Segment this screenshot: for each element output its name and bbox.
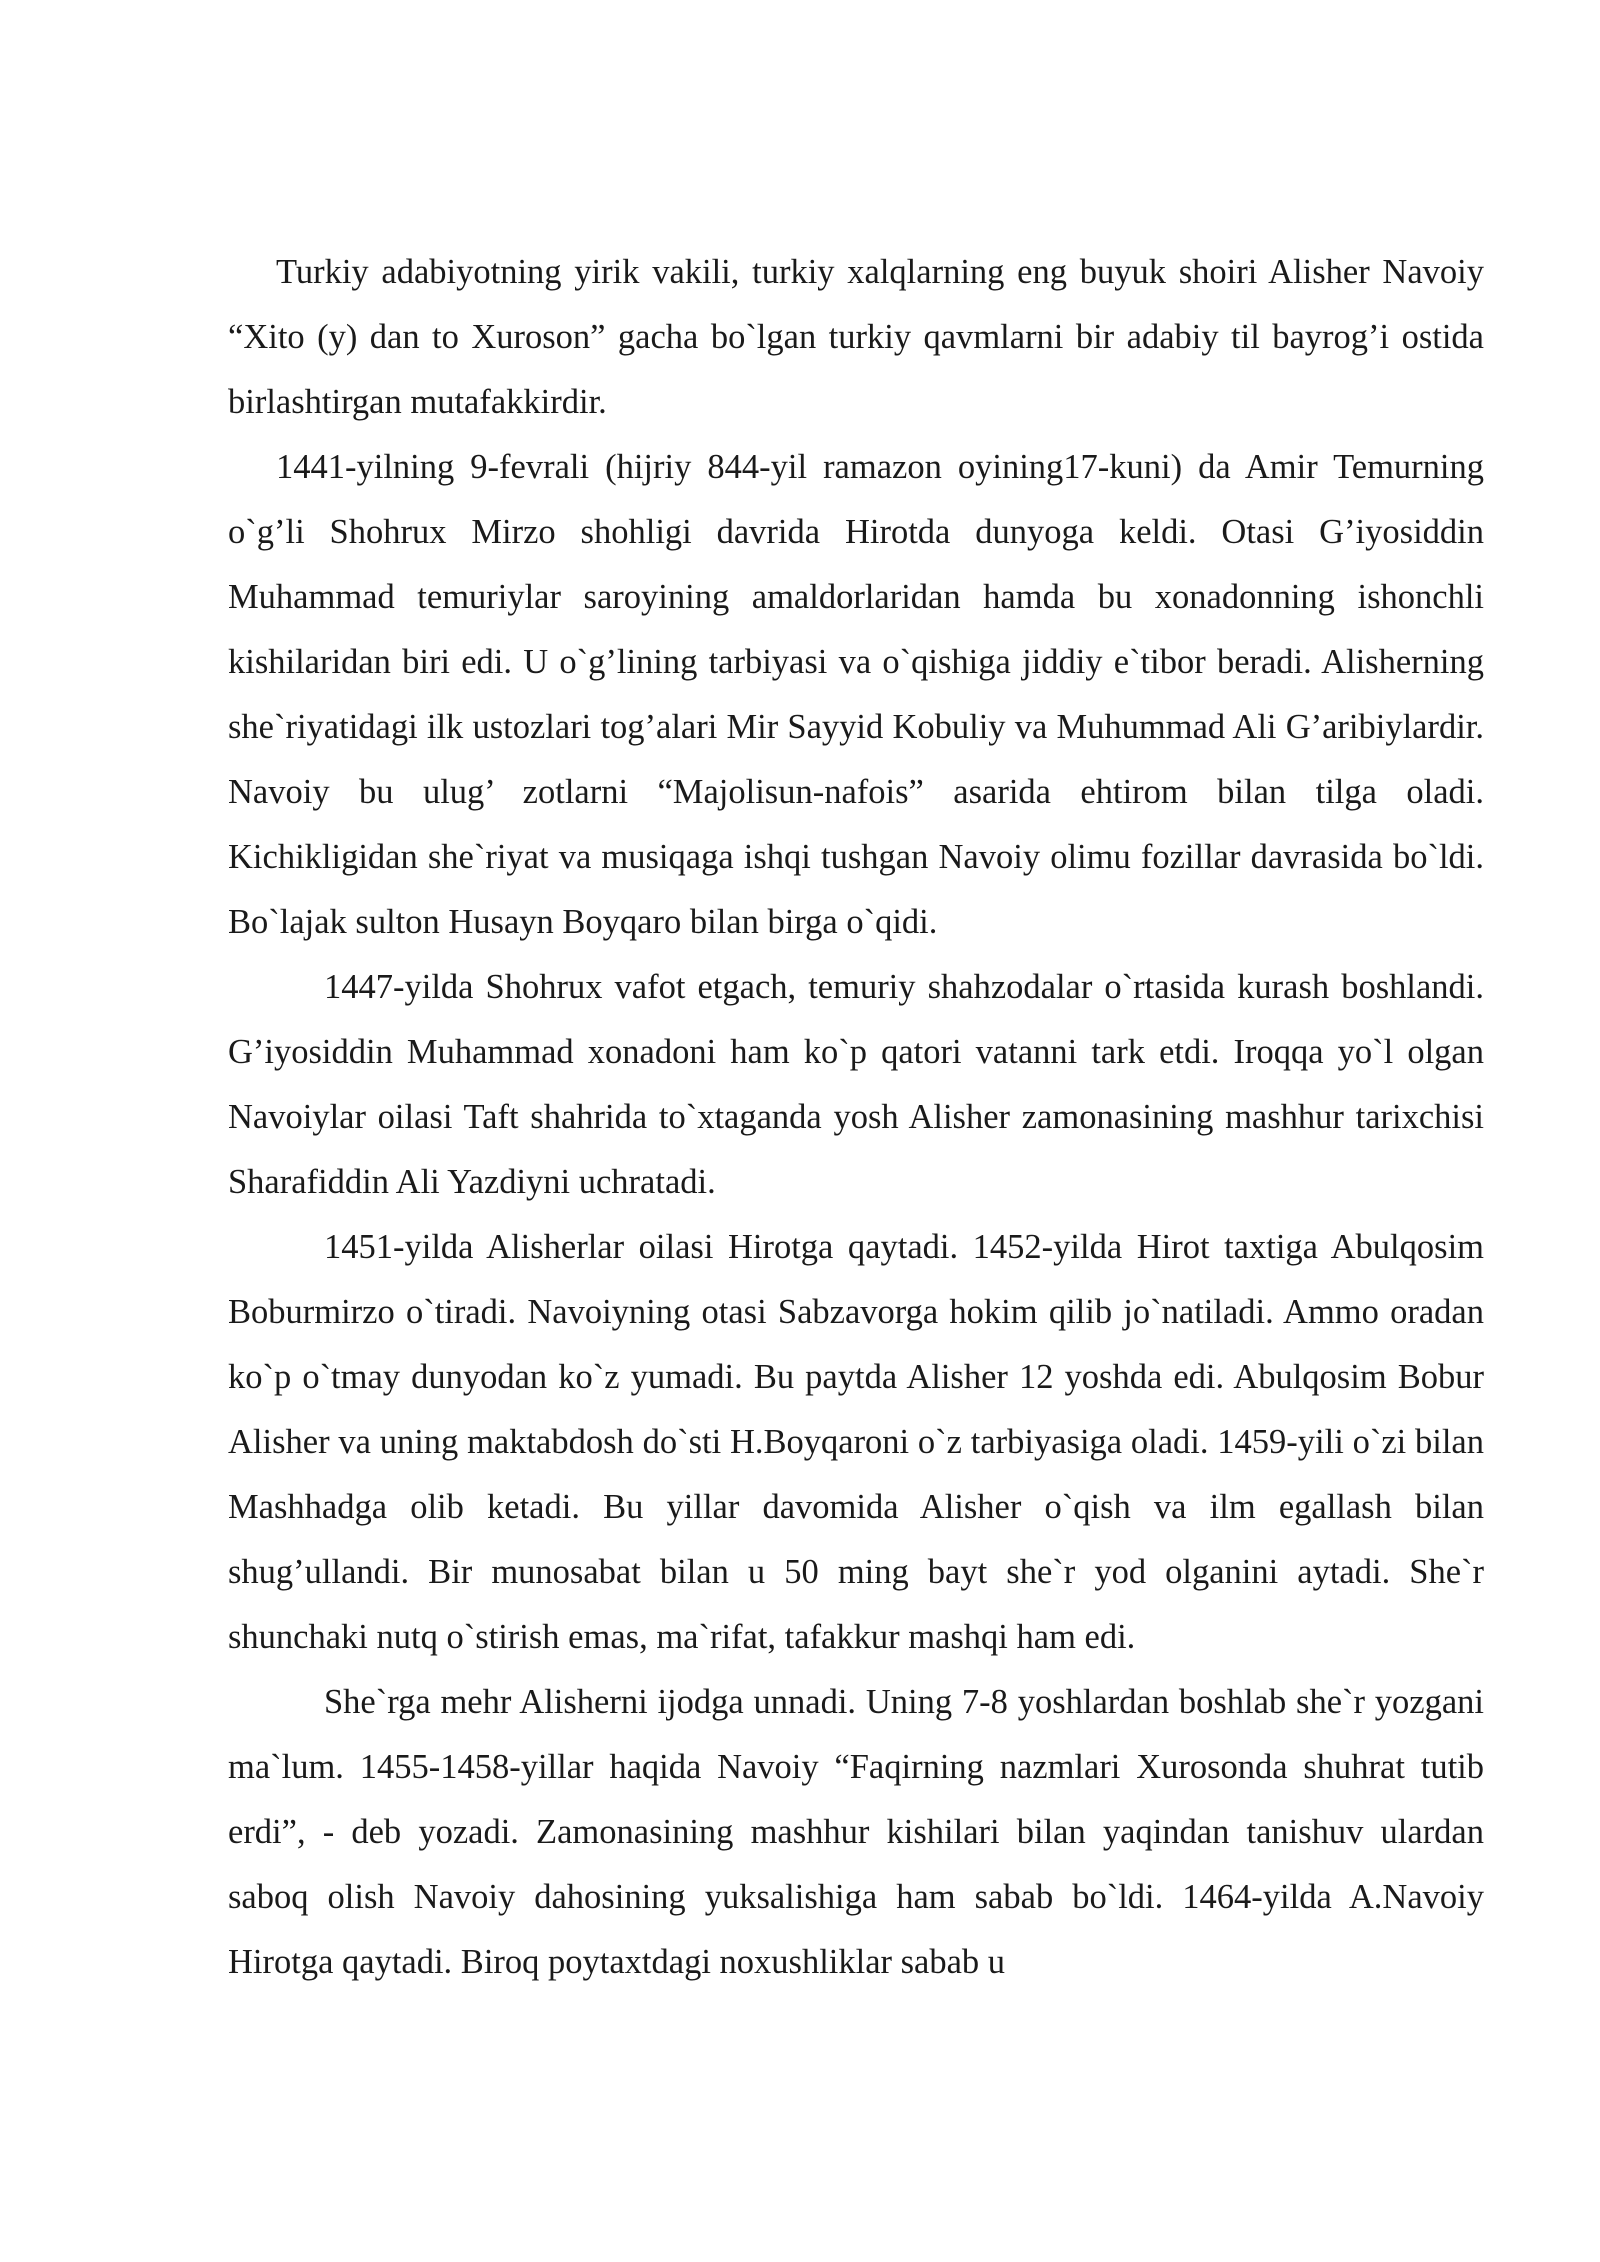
paragraph-1447: 1447-yilda Shohrux vafot etgach, temuriy shahzodalar o`rtasida kurash boshlandi. G’iyosiddin Muhammad xonadoni ham ko`p qatori vatanni tark etdi. Iroqqa yo`l olgan Navoiylar oilasi Taft shahrida to`xtaganda yosh Alisher zamonasining mashhur tarixchisi Sharafiddin Ali Yazdiyni uchratadi. [228, 968, 1484, 1201]
paragraph-intro: Turkiy adabiyotning yirik vakili, turkiy xalqlarning eng buyuk shoiri Alisher Navoiy “Xito (y) dan to Xuroson” gacha bo`lgan turkiy qavmlarni bir adabiy til bayrog’i ostida birlashtirgan mutafakkirdir. [228, 253, 1484, 421]
paragraph-birth: 1441-yilning 9-fevrali (hijriy 844-yil ramazon oyining17-kuni) da Amir Temurning o`g’li Shohrux Mirzo shohligi davrida Hirotda dunyoga keldi. Otasi G’iyosiddin Muhammad temuriylar saroyining amaldorlaridan hamda bu xonadonning ishonchli kishilaridan biri edi. U o`g’lining tarbiyasi va o`qishiga jiddiy e`tibor beradi. Alisherning she`riyatidagi ilk ustozlari tog’alari Mir Sayyid Kobuliy va Muhummad Ali G’aribiylardir. Navoiy bu ulug’ zotlarni “Majolisun-nafois” asarida ehtirom bilan tilga oladi. Kichikligidan she`riyat va musiqaga ishqi tushgan Navoiy olimu fozillar davrasida bo`ldi. Bo`lajak sulton Husayn Boyqaro bilan birga o`qidi. [228, 448, 1484, 941]
paragraph-poetry: She`rga mehr Alisherni ijodga unnadi. Uning 7-8 yoshlardan boshlab she`r yozgani ma`lum. 1455-1458-yillar haqida Navoiy “Faqirning nazmlari Xurosonda shuhrat tutib erdi”, - deb yozadi. Zamonasining mashhur kishilari bilan yaqindan tanishuv ulardan saboq olish Navoiy dahosining yuksalishiga ham sabab bo`ldi. 1464-yilda A.Navoiy Hirotga qaytadi. Biroq poytaxtdagi noxushliklar sabab u [228, 1683, 1484, 1981]
document-page [228, 240, 1484, 1995]
paragraph-1451: 1451-yilda Alisherlar oilasi Hirotga qaytadi. 1452-yilda Hirot taxtiga Abulqosim Boburmirzo o`tiradi. Navoiyning otasi Sabzavorga hokim qilib jo`natiladi. Ammo oradan ko`p o`tmay dunyodan ko`z yumadi. Bu paytda Alisher 12 yoshda edi. Abulqosim Bobur Alisher va uning maktabdosh do`sti H.Boyqaroni o`z tarbiyasiga oladi. 1459-yili o`zi bilan Mashhadga olib ketadi. Bu yillar davomida Alisher o`qish va ilm egallash bilan shug’ullandi. Bir munosabat bilan u 50 ming bayt she`r yod olganini aytadi. She`r shunchaki nutq o`stirish emas, ma`rifat, tafakkur mashqi ham edi. [228, 1228, 1484, 1656]
